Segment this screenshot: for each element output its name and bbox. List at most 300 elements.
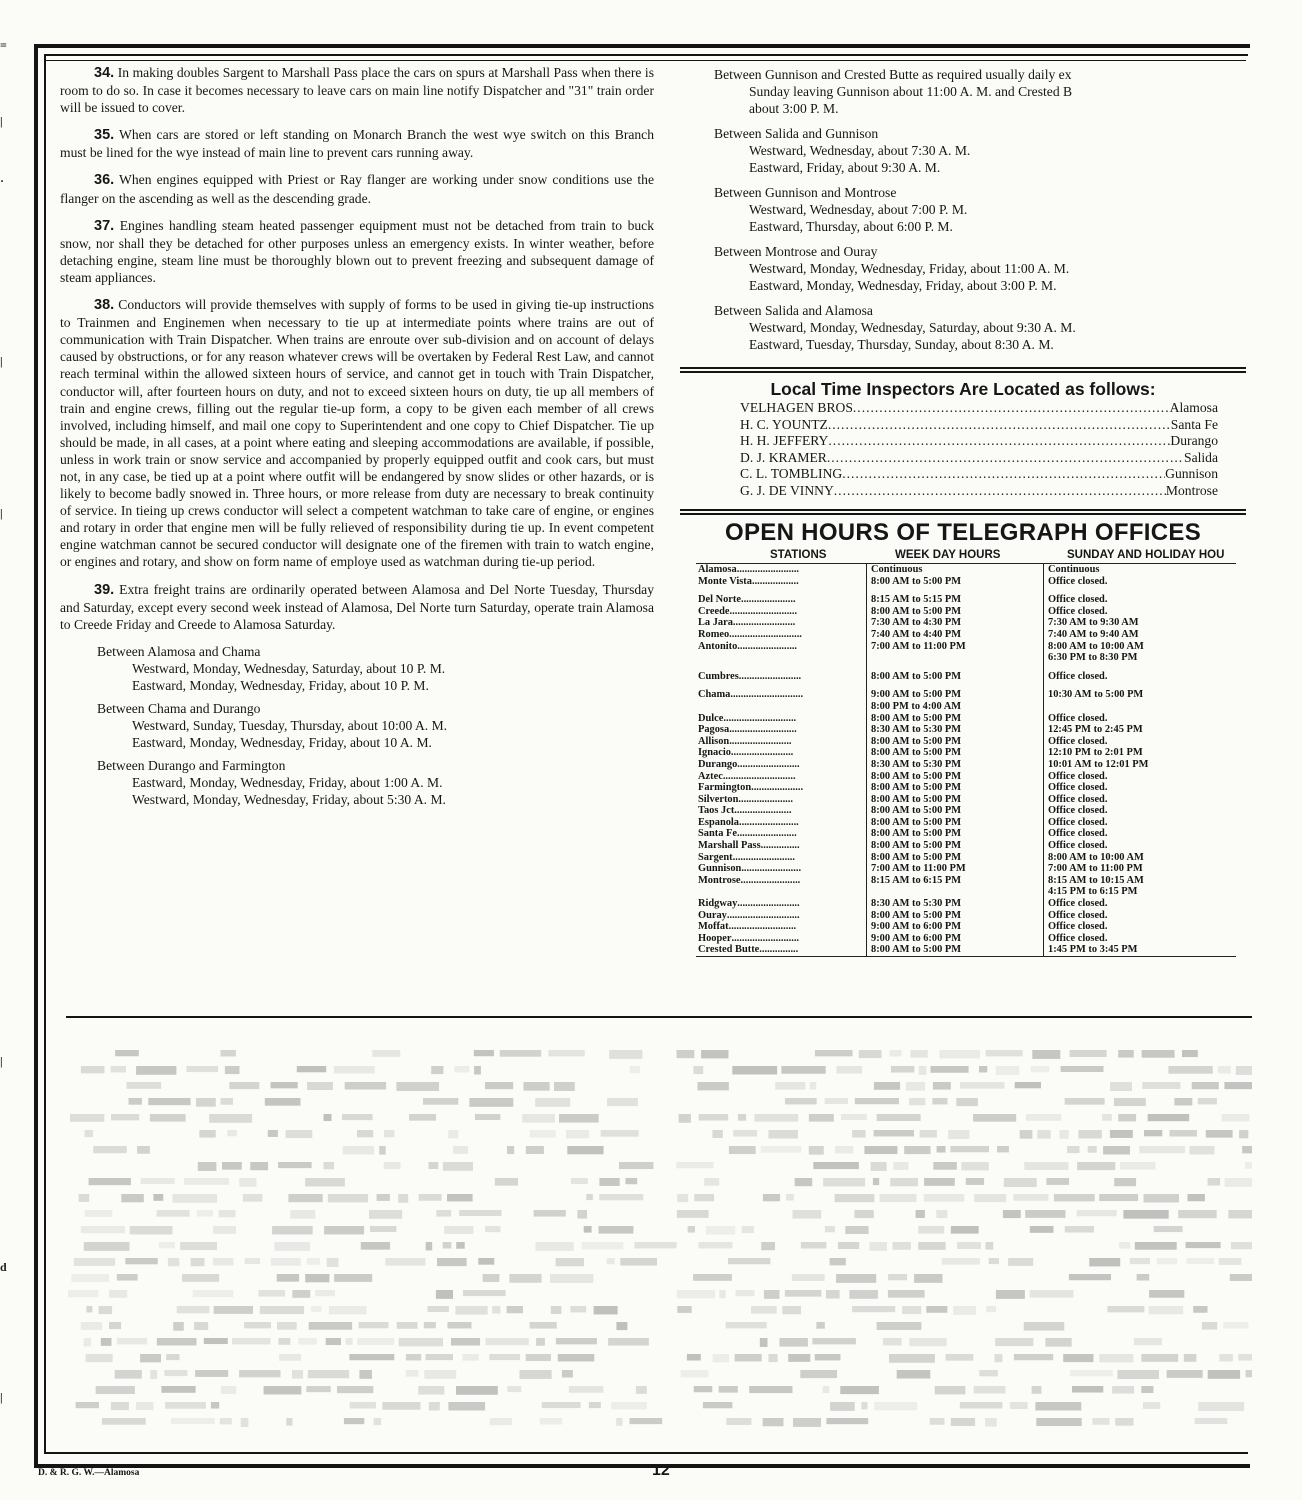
weekday-hours-text: 7:00 AM to 11:00 PM xyxy=(871,863,966,875)
bleed-mark xyxy=(444,1226,473,1234)
station-name-text: Ridgway xyxy=(698,898,738,910)
leader-dots xyxy=(828,417,1171,434)
sunday-hours-text: Continuous xyxy=(1048,564,1100,575)
leader-dots: ........................ xyxy=(736,564,800,575)
bleed-mark xyxy=(213,1258,234,1266)
bleed-mark xyxy=(424,1322,436,1328)
bleed-mark xyxy=(279,1354,301,1361)
bleed-mark xyxy=(379,1146,386,1155)
bleed-mark xyxy=(297,1066,326,1072)
bleed-mark xyxy=(1218,1066,1231,1074)
bleed-mark xyxy=(761,1242,775,1250)
telegraph-row xyxy=(696,587,1236,606)
bleed-mark xyxy=(81,1066,105,1073)
telegraph-row xyxy=(696,617,1236,629)
bleed-mark xyxy=(1236,1066,1252,1075)
inspector-city: Santa Fe xyxy=(1170,416,1218,432)
telegraph-row xyxy=(696,664,1236,683)
bleed-mark xyxy=(1142,1082,1180,1089)
telegraph-row xyxy=(696,641,1236,664)
weekday-hours-text: 7:40 AM to 4:40 PM xyxy=(871,628,962,640)
telegraph-row xyxy=(696,933,1236,945)
sunday-hours xyxy=(1044,771,1237,783)
bleed-mark xyxy=(399,1338,443,1346)
bleed-mark xyxy=(370,1226,396,1232)
bleed-mark xyxy=(974,1386,1006,1394)
bleed-mark xyxy=(813,1162,859,1169)
bleed-mark xyxy=(870,1242,887,1251)
bleed-mark xyxy=(346,1338,353,1345)
station-name xyxy=(696,724,867,736)
rule-text: When engines equipped with Priest or Ray flanger are working under snow conditions use the flanger on the ascending as well as the descending grade. xyxy=(60,172,654,206)
bleed-mark xyxy=(985,1242,993,1250)
bleed-mark xyxy=(1026,1114,1061,1121)
bleed-mark xyxy=(795,1178,813,1186)
telegraph-row xyxy=(696,794,1236,806)
bleed-mark xyxy=(271,1082,298,1088)
bleed-mark xyxy=(530,1130,556,1138)
leader-dots: ............... xyxy=(760,840,800,852)
bleed-mark xyxy=(357,1130,373,1137)
bleed-mark xyxy=(244,1322,271,1328)
bleed-mark xyxy=(800,1370,837,1378)
weekday-hours-text: 8:00 AM to 5:00 PM xyxy=(871,944,962,956)
leader-dots: ............... xyxy=(759,944,799,956)
sunday-hours xyxy=(1044,759,1237,771)
sunday-hours-text: 7:30 AM to 9:30 AM xyxy=(1048,617,1139,629)
leader-dots: ........................ xyxy=(738,670,802,682)
station-name-text: Cumbres xyxy=(698,670,739,682)
bleed-mark xyxy=(448,1322,472,1328)
bleed-mark xyxy=(924,1178,955,1186)
bleed-mark xyxy=(919,1066,927,1075)
bleed-mark xyxy=(489,1354,520,1360)
bleed-mark xyxy=(688,1226,695,1233)
sunday-hours xyxy=(1044,944,1237,956)
bleed-mark xyxy=(157,1210,190,1217)
sunday-hours-text: 1:45 PM to 3:45 PM xyxy=(1048,944,1138,956)
weekday-hours-text: 7:00 AM to 11:00 PM xyxy=(871,640,966,652)
bleed-mark xyxy=(453,1146,468,1154)
bleed-mark xyxy=(102,1418,146,1425)
bleed-mark xyxy=(159,1242,175,1248)
bleed-mark xyxy=(232,1338,270,1344)
bleed-mark xyxy=(841,1114,867,1120)
rule-38 xyxy=(60,296,654,571)
telegraph-row xyxy=(696,724,1236,736)
weekday-hours xyxy=(867,933,1044,945)
weekday-hours-text: 8:00 AM to 5:00 PM xyxy=(871,712,962,724)
schedule-line: Eastward, Monday, Wednesday, Friday, about 10 A. M. xyxy=(132,734,432,750)
station-name xyxy=(696,771,867,783)
bleed-mark xyxy=(1193,1306,1207,1313)
schedule-line: Westward, Sunday, Tuesday, Thursday, about 10:00 A. M. xyxy=(132,717,448,733)
rule-text: Engines handling steam heated passenger equipment must not be detached from train to buck snow, nor shall they be detached for other purposes unless an emergency exists. In winter weather, before detaching engine, steam line must be thoroughly blown out to prevent freezing and subsequent damage of steam appliances. xyxy=(60,217,655,285)
bleed-mark xyxy=(221,1386,236,1394)
station-name xyxy=(696,875,867,898)
bleed-mark xyxy=(264,1386,302,1394)
bleed-mark xyxy=(361,1242,390,1250)
leader-dots: ........................ xyxy=(732,617,796,629)
bleed-mark xyxy=(1139,1146,1185,1153)
weekday-hours-text: 9:00 AM to 6:00 PM xyxy=(871,921,962,933)
bleed-mark xyxy=(763,1194,780,1201)
bleed-mark xyxy=(577,1210,587,1218)
bleed-mark xyxy=(584,1226,592,1233)
sunday-hours-text: Office closed. xyxy=(1048,782,1108,794)
bleed-mark xyxy=(1061,1066,1104,1072)
bleed-mark xyxy=(719,1290,725,1298)
bleed-mark xyxy=(243,1194,263,1202)
bleed-mark xyxy=(436,1290,453,1299)
bleed-mark xyxy=(1167,1370,1203,1378)
telegraph-row xyxy=(696,606,1236,618)
sunday-hours-text: 7:40 AM to 9:40 AM xyxy=(1048,628,1139,640)
bleed-mark xyxy=(1120,1162,1156,1170)
bleed-mark xyxy=(825,1098,848,1104)
bleed-mark xyxy=(1188,1194,1205,1201)
bleed-mark xyxy=(307,1258,320,1265)
station-name xyxy=(696,713,867,725)
top-rule xyxy=(44,60,1246,61)
bleed-mark xyxy=(1230,1274,1252,1281)
bleed-mark xyxy=(942,1258,980,1265)
weekday-hours xyxy=(867,564,1044,576)
bleed-mark xyxy=(374,1418,382,1425)
bleed-mark xyxy=(396,1082,439,1091)
sunday-hours-text: Office closed. xyxy=(1048,921,1108,933)
telegraph-row xyxy=(696,576,1236,588)
bleed-mark xyxy=(1223,1322,1248,1329)
bleed-mark xyxy=(1195,1418,1228,1424)
weekday-hours-text: 8:00 AM to 5:00 PM xyxy=(871,770,962,782)
bleed-mark xyxy=(782,1306,801,1314)
bleed-mark xyxy=(620,1258,657,1265)
bleed-mark xyxy=(1224,1082,1252,1089)
bleed-mark xyxy=(877,1114,921,1121)
station-name xyxy=(696,898,867,910)
leader-dots: .................. xyxy=(751,575,799,587)
rule-number: 34. xyxy=(94,65,115,81)
bleed-mark xyxy=(726,1322,767,1328)
bleed-mark xyxy=(418,1386,444,1395)
telegraph-row xyxy=(696,863,1236,875)
bleed-mark xyxy=(793,1418,821,1427)
inspector-name: D. J. KRAMER xyxy=(740,449,827,465)
sunday-hours xyxy=(1044,782,1237,794)
schedule-line: Westward, Monday, Wednesday, Friday, about 11:00 A. M. xyxy=(749,261,1070,276)
bleed-mark xyxy=(935,1386,966,1394)
bleed-mark xyxy=(535,1242,573,1251)
bleed-mark xyxy=(1222,1114,1250,1121)
schedule-heading: Between Gunnison and Montrose xyxy=(714,185,897,200)
bleed-mark xyxy=(136,1066,176,1075)
bleed-mark xyxy=(1102,1114,1112,1121)
weekday-hours-text: 8:30 AM to 5:30 PM xyxy=(871,724,962,736)
telegraph-row xyxy=(696,747,1236,759)
bleed-mark xyxy=(1107,1306,1144,1312)
bleed-mark xyxy=(286,1418,292,1426)
bleed-mark xyxy=(768,1130,798,1139)
weekday-hours xyxy=(867,736,1044,748)
telegraph-table xyxy=(696,564,1236,956)
sunday-hours xyxy=(1044,794,1237,806)
station-name xyxy=(696,782,867,794)
sunday-hours xyxy=(1044,664,1237,683)
bleed-mark xyxy=(397,1322,418,1329)
section-divider xyxy=(680,513,1246,515)
bleed-mark xyxy=(909,1098,925,1105)
bleed-mark xyxy=(1032,1050,1060,1059)
bleed-mark xyxy=(854,1210,873,1218)
bleed-mark xyxy=(1187,1258,1215,1264)
bleed-mark xyxy=(1114,1178,1136,1186)
bleed-mark xyxy=(1119,1242,1130,1249)
schedule-heading: Between Salida and Gunnison xyxy=(714,126,879,141)
bleed-mark xyxy=(534,1210,566,1217)
lower-section-rule xyxy=(66,1016,1252,1018)
bleed-mark xyxy=(84,1338,91,1346)
weekday-hours-text: 8:00 AM to 5:00 PM xyxy=(871,909,962,921)
bleed-mark xyxy=(788,1354,810,1362)
bleed-mark xyxy=(127,1082,162,1089)
sunday-hours-text: Office closed. xyxy=(1048,594,1108,606)
station-name-text: Montrose xyxy=(698,874,741,886)
station-name-text: Chama xyxy=(698,689,731,701)
bleed-mark xyxy=(1103,1146,1130,1155)
bleed-mark xyxy=(292,1290,310,1298)
bleed-mark xyxy=(184,1178,229,1185)
bleed-mark xyxy=(214,1306,253,1314)
leader-dots: ........................ xyxy=(737,898,800,910)
bleed-mark xyxy=(586,1194,593,1200)
bleed-mark xyxy=(888,1290,925,1298)
bleed-mark xyxy=(309,1322,352,1330)
bleed-mark xyxy=(890,1178,918,1186)
bleed-mark xyxy=(760,1338,768,1347)
bleed-mark xyxy=(337,1386,373,1393)
bleed-mark xyxy=(861,1402,867,1410)
bleed-mark xyxy=(406,1354,421,1360)
bleed-mark xyxy=(1054,1194,1095,1201)
bleed-mark xyxy=(1020,1130,1033,1139)
bleed-mark xyxy=(1067,1146,1079,1153)
sunday-hours-text-2: 6:30 PM to 8:30 PM xyxy=(1048,652,1138,664)
bleed-mark xyxy=(566,1130,589,1138)
bleed-mark xyxy=(426,1354,454,1360)
station-name-text: Ignacio xyxy=(698,747,731,759)
station-name xyxy=(696,617,867,629)
station-name xyxy=(696,664,867,683)
bleed-mark xyxy=(454,1066,469,1073)
weekday-hours xyxy=(867,863,1044,875)
bleed-mark xyxy=(1245,1162,1252,1169)
bleed-mark xyxy=(150,1370,157,1379)
bleed-mark xyxy=(550,1274,593,1283)
weekday-hours-text: 8:00 AM to 5:00 PM xyxy=(871,840,962,852)
bleed-mark xyxy=(1099,1354,1133,1362)
bleed-mark xyxy=(329,1306,367,1314)
bleed-mark xyxy=(359,1322,389,1328)
bleed-mark xyxy=(713,1354,729,1362)
bleed-mark xyxy=(694,1194,714,1201)
right-column xyxy=(680,64,1246,957)
rule-text: Conductors will provide themselves with supply of forms to be used in giving tie-up instructions to Trainmen and Enginemen when necessary to tie up at intermediate points where trains are out of communication with Train Dispatcher. When trains are enroute over sub-division and on account of delays caused by obstructions, or for any reason whatever crews will be overtaken by Federal Rest Law, and cannot reach terminal within the allowed sixteen hours of service, and cannot get in touch with Train Dispatcher, conductor will, after fourteen hours on duty, and not to exceed sixteen hours on duty, tie up all members of train and engine crews, filling out the regular tie-up form, a copy to be given each member of all crews involved, including himself, and mail one copy to Superintendent and one copy to Chief Dispatcher. Tie up should be made, in all cases, at a point where eating and sleeping accommodations are available, if possible, unless in work train or snow service and accompanied by properly equipped outfit and cook cars, but must not, in any case, be tied up at a point where outfit will be endangered by snow slides or other hazards, or is likely to become badly snowed in. Three hours, or more release from duty are necessary to break continuity of service. In tieing up crews conductor will select a competent watchman to take care of engine, or engines and rotary in order that engine men will be fully relieved of responsibility during tie up. In event competent engine watchman cannot be secured conductor will designate one of the firemen with train to watch engine, or engines and rotary, and show on form name of employe used as watchman during tie-up period. xyxy=(60,297,654,570)
telegraph-row xyxy=(696,782,1236,794)
bleed-mark xyxy=(569,1386,603,1393)
bleed-mark xyxy=(704,1178,719,1186)
bleed-mark xyxy=(677,1306,691,1313)
bleed-mark xyxy=(835,1146,853,1153)
col-weekday: WEEK DAY HOURS xyxy=(895,549,1001,561)
bleed-mark xyxy=(265,1098,301,1106)
station-name-text: Taos Jct. xyxy=(698,805,737,817)
bleed-mark xyxy=(1178,1210,1217,1218)
schedule-line: about 3:00 P. M. xyxy=(749,101,839,116)
leader-dots: ........................ xyxy=(732,851,795,863)
sunday-hours xyxy=(1044,898,1237,910)
bleed-mark xyxy=(780,1338,808,1347)
schedule-line: Eastward, Monday, Wednesday, Friday, about 3:00 P. M. xyxy=(749,278,1057,293)
left-column xyxy=(60,64,654,808)
bleed-mark xyxy=(948,1130,969,1139)
bleed-mark xyxy=(1072,1386,1103,1393)
bleed-mark xyxy=(221,1098,234,1105)
sunday-hours-text: Office closed. xyxy=(1048,712,1108,724)
bleed-mark xyxy=(930,1418,945,1425)
bleed-mark xyxy=(1228,1210,1252,1218)
bleed-mark xyxy=(219,1210,236,1217)
bleed-mark xyxy=(775,1082,805,1090)
telegraph-row xyxy=(696,682,1236,712)
bleed-mark xyxy=(535,1098,570,1107)
telegraph-row xyxy=(696,910,1236,922)
sunday-hours-text: 12:10 PM to 2:01 PM xyxy=(1048,747,1143,759)
bleed-mark xyxy=(99,1306,113,1314)
bleed-mark xyxy=(836,1274,876,1283)
bleed-mark xyxy=(825,1226,835,1232)
bleed-mark xyxy=(328,1194,368,1202)
bleed-mark xyxy=(161,1386,195,1393)
sunday-hours xyxy=(1044,713,1237,725)
station-name-text: Sargent xyxy=(698,851,733,863)
sunday-hours-text: Office closed. xyxy=(1048,909,1108,921)
bleed-mark xyxy=(893,1162,908,1170)
bleed-mark xyxy=(305,1274,329,1282)
sunday-hours-text: Office closed. xyxy=(1048,932,1108,944)
schedule-line: Sunday leaving Gunnison about 11:00 A. M. and Crested B xyxy=(749,84,1073,99)
bleed-mark xyxy=(961,1162,989,1170)
bleed-mark xyxy=(736,1290,755,1296)
bleed-mark xyxy=(768,1354,777,1362)
bleed-mark xyxy=(630,1418,663,1424)
bleed-mark xyxy=(953,1306,976,1315)
page-number: 12 xyxy=(652,1462,670,1479)
bleed-mark xyxy=(916,1210,925,1218)
bleed-mark xyxy=(995,1354,1003,1362)
bleed-mark xyxy=(81,1322,103,1330)
schedule-heading: Between Alamosa and Chama xyxy=(97,643,261,659)
bleed-mark xyxy=(377,1194,390,1201)
bleed-mark xyxy=(1143,1402,1160,1409)
bleed-mark xyxy=(838,1242,859,1249)
bleed-mark xyxy=(852,1130,866,1138)
bleed-mark xyxy=(548,1050,584,1056)
bleed-mark xyxy=(345,1082,386,1089)
bleed-through-text xyxy=(66,1030,1252,1440)
schedule-line: Eastward, Tuesday, Thursday, Sunday, about 8:30 A. M. xyxy=(749,337,1054,352)
leader-dots xyxy=(853,400,1170,417)
bleed-mark xyxy=(530,1322,557,1329)
station-name-text: Santa Fe xyxy=(698,828,737,840)
bleed-mark xyxy=(1149,1306,1184,1314)
bleed-mark xyxy=(483,1274,500,1282)
telegraph-row xyxy=(696,921,1236,933)
sunday-hours xyxy=(1044,641,1237,664)
bleed-mark xyxy=(239,1178,256,1187)
station-name-text: Farmington xyxy=(698,782,752,794)
bleed-mark xyxy=(462,1354,478,1361)
sunday-hours xyxy=(1044,736,1237,748)
bleed-mark xyxy=(1134,1338,1162,1345)
leader-dots: ............................ xyxy=(729,628,802,640)
sunday-hours xyxy=(1044,852,1237,864)
sunday-hours xyxy=(1044,576,1237,588)
leader-dots: ....................... xyxy=(741,863,802,875)
schedule-line: Westward, Monday, Wednesday, Friday, about 5:30 A. M. xyxy=(132,791,446,807)
telegraph-row xyxy=(696,852,1236,864)
station-name-text: Creede xyxy=(698,605,730,617)
bleed-mark xyxy=(456,1386,498,1395)
bleed-mark xyxy=(448,1130,458,1138)
weekday-hours-text: 8:30 AM to 5:30 PM xyxy=(871,898,962,910)
bleed-mark xyxy=(1115,1418,1133,1426)
sunday-hours xyxy=(1044,933,1237,945)
bleed-mark xyxy=(1077,1162,1115,1170)
bleed-mark xyxy=(781,1066,825,1074)
bleed-mark xyxy=(204,1338,228,1344)
rule-number: 35. xyxy=(94,127,115,144)
rule-34 xyxy=(60,64,654,116)
rule-36 xyxy=(60,171,654,206)
bleed-mark xyxy=(443,1242,452,1248)
bleed-mark xyxy=(761,1146,802,1153)
bleed-mark xyxy=(956,1098,978,1106)
bleed-mark xyxy=(1024,1322,1065,1331)
bleed-mark xyxy=(342,1114,373,1120)
bleed-mark xyxy=(260,1306,304,1314)
bleed-mark xyxy=(933,1162,957,1170)
bleed-mark xyxy=(852,1306,895,1312)
sunday-hours-text: Office closed. xyxy=(1048,575,1108,587)
bleed-mark xyxy=(111,1114,139,1120)
bleed-mark xyxy=(268,1130,278,1137)
schedule-heading: Between Montrose and Ouray xyxy=(714,244,878,259)
bleed-mark xyxy=(840,1386,879,1394)
bleed-mark xyxy=(485,1338,528,1345)
station-name-text: Espanola xyxy=(698,816,740,828)
bleed-mark xyxy=(830,1402,855,1411)
bleed-mark xyxy=(79,1194,90,1202)
telegraph-row xyxy=(696,564,1236,576)
bleed-mark xyxy=(726,1418,751,1425)
leader-dots: ............................ xyxy=(722,770,796,782)
telegraph-row xyxy=(696,713,1236,725)
station-name xyxy=(696,794,867,806)
bleed-mark xyxy=(324,1162,335,1169)
bleed-mark xyxy=(933,1082,951,1090)
bleed-mark xyxy=(693,1274,732,1281)
